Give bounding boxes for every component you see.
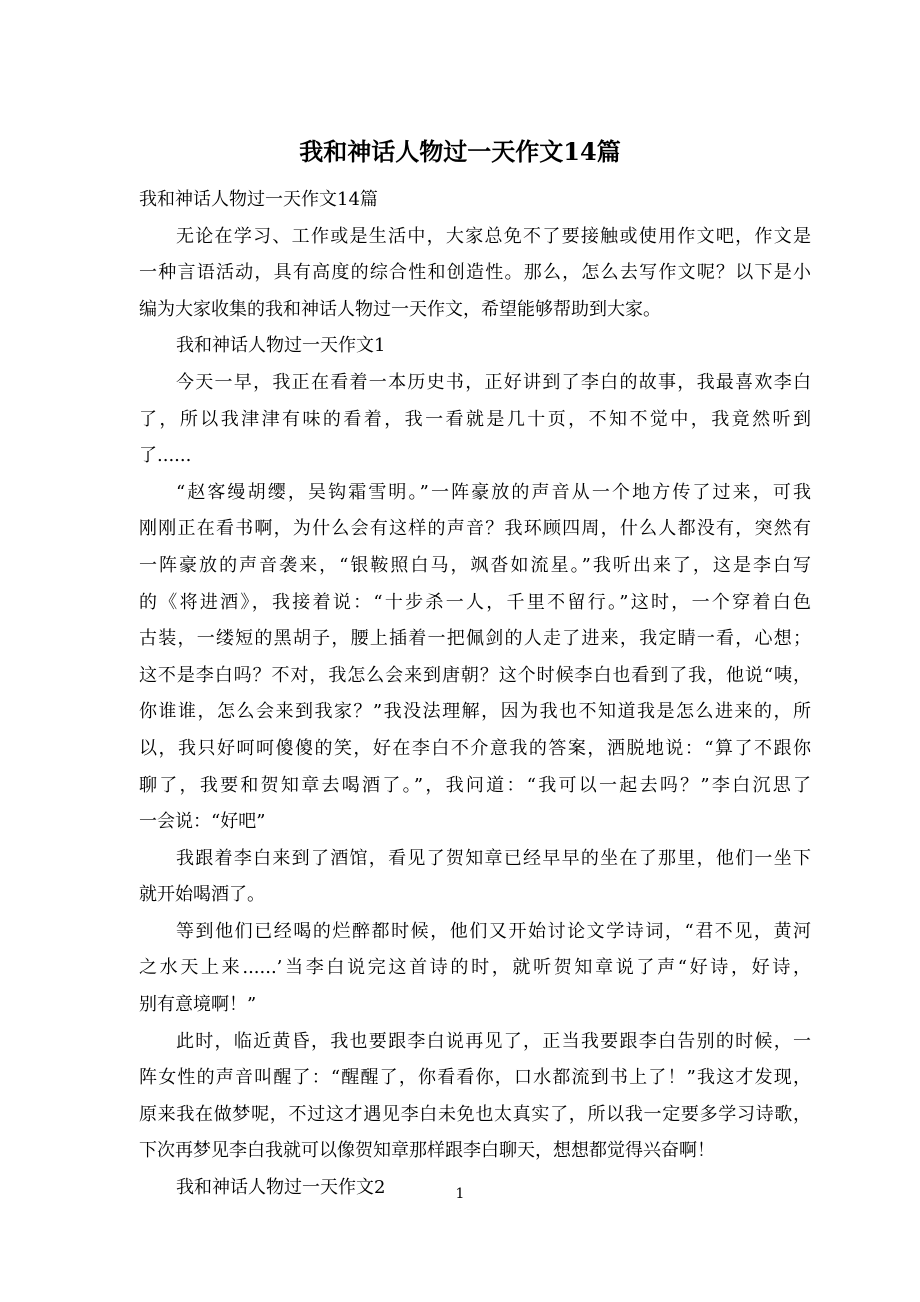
text-line: 聊了，我要和贺知章去喝酒了。”，我问道：“我可以一起去吗？”李白沉思了 (139, 774, 811, 796)
text-line: 编为大家收集的我和神话人物过一天作文，希望能够帮助到大家。 (139, 298, 661, 320)
text-line: 之水天上来......’当李白说完这首诗的时，就听贺知章说了声“好诗，好诗， (139, 957, 811, 979)
text-line: 了，所以我津津有味的看着，我一看就是几十页，不知不觉中，我竟然听到 (139, 408, 811, 430)
text-line: 我和神话人物过一天作文1 (176, 335, 386, 357)
text-line: 你谁谁，怎么会来到我家？”我没法理解，因为我也不知道我是怎么进来的，所 (139, 701, 811, 723)
text-line: 别有意境啊！” (139, 994, 257, 1016)
paragraph (139, 914, 811, 1024)
document-title: 我和神话人物过一天作文14篇 (299, 137, 621, 166)
paragraph (139, 1024, 811, 1170)
text-line: 这不是李白吗？不对，我怎么会来到唐朝？这个时候李白也看到了我，他说“咦， (139, 664, 811, 686)
paragraph (139, 841, 811, 914)
paragraph (139, 182, 811, 219)
text-line: 刚刚正在看书啊，为什么会有这样的声音？我环顾四周，什么人都没有，突然有 (139, 518, 811, 540)
text-line: 一种言语活动，具有高度的综合性和创造性。那么，怎么去写作文呢？以下是小 (139, 262, 811, 284)
document-body (139, 182, 811, 1207)
text-line: 的《将进酒》，我接着说：“十步杀一人，千里不留行。”这时，一个穿着白色 (139, 591, 811, 613)
text-line: 此时，临近黄昏，我也要跟李白说再见了，正当我要跟李白告别的时候，一 (176, 1030, 811, 1052)
paragraph (139, 475, 811, 841)
text-line: 以，我只好呵呵傻傻的笑，好在李白不介意我的答案，洒脱地说：“算了不跟你 (139, 737, 811, 759)
page-number: 1 (455, 1186, 465, 1202)
text-line: 我跟着李白来到了酒馆，看见了贺知章已经早早的坐在了那里，他们一坐下 (176, 847, 811, 869)
text-line: 就开始喝酒了。 (139, 884, 265, 906)
text-line: 了...... (139, 445, 192, 467)
paragraph (139, 365, 811, 475)
text-line: 一阵豪放的声音袭来，“银鞍照白马，飒沓如流星。”我听出来了，这是李白写 (139, 554, 811, 576)
text-line: 阵女性的声音叫醒了：“醒醒了，你看看你，口水都流到书上了！”我这才发现， (139, 1067, 811, 1089)
text-line: 等到他们已经喝的烂醉都时候，他们又开始讨论文学诗词，“君不见，黄河 (176, 920, 811, 942)
text-line: 一会说：“好吧” (139, 811, 266, 833)
text-line: 下次再梦见李白我就可以像贺知章那样跟李白聊天，想想都觉得兴奋啊！ (139, 1140, 715, 1162)
text-line: 无论在学习、工作或是生活中，大家总免不了要接触或使用作文吧，作文是 (176, 225, 811, 247)
text-line: 我和神话人物过一天作文14篇 (139, 189, 378, 210)
text-line: “赵客缦胡缨，吴钩霜雪明。”一阵豪放的声音从一个地方传了过来，可我 (176, 481, 811, 503)
text-line: 原来我在做梦呢，不过这才遇见李白未免也太真实了，所以我一定要多学习诗歌， (139, 1103, 811, 1125)
paragraph (139, 328, 811, 365)
text-line: 今天一早，我正在看着一本历史书，正好讲到了李白的故事，我最喜欢李白 (176, 371, 811, 393)
text-line: 古装，一缕短的黑胡子，腰上插着一把佩剑的人走了进来，我定睛一看，心想； (139, 628, 811, 650)
text-line: 我和神话人物过一天作文2 (176, 1177, 386, 1199)
paragraph (139, 219, 811, 329)
